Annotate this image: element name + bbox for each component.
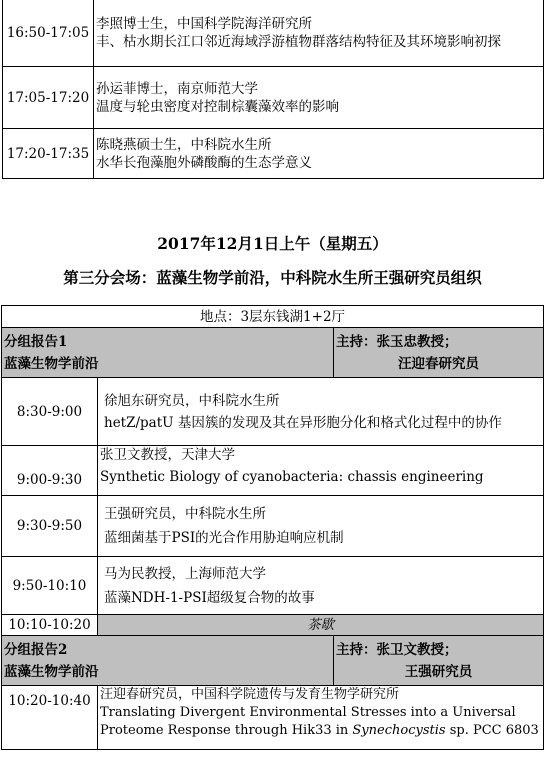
chair-cell [334, 636, 544, 686]
chair-line-2: 王强研究员 [404, 663, 473, 680]
session-heading: 第三分会场：蓝藻生物学前沿，中科院水生所王强研究员组织 [63, 268, 482, 287]
group-label: 分组报告2 [4, 641, 68, 658]
talk-title: 温度与轮虫密度对控制棕囊藻效率的影响 [96, 98, 339, 115]
group-topic: 蓝藻生物学前沿 [4, 355, 99, 372]
speaker-text: 王强研究员，中科院水生所 [104, 506, 266, 522]
speaker-text: 徐旭东研究员，中科院水生所 [104, 392, 280, 409]
species-name: Synechocystis [352, 723, 446, 738]
location-row [2, 306, 544, 328]
talk-cell [94, 67, 544, 129]
table-row [3, 0, 544, 67]
talk-title: hetZ/patU 基因簇的发现及其在异形胞分化和格式化过程中的协作 [104, 414, 502, 431]
time-cell: 9:00-9:30 [2, 446, 98, 496]
group-topic: 蓝藻生物学前沿 [4, 663, 99, 680]
table-row [3, 129, 544, 179]
chair-line-1: 主持：张卫文教授； [336, 641, 458, 658]
talk-title: 水华长孢藻胞外磷酸酶的生态学意义 [96, 154, 312, 171]
day-heading: 2017年12月1日上午（星期五） [157, 234, 388, 253]
group-header-row [2, 328, 544, 378]
talk-cell [98, 686, 544, 750]
chair-cell [334, 328, 544, 378]
speaker-text: 汪迎春研究员，中国科学院遗传与发育生物学研究所 [100, 687, 400, 702]
group-header-row [2, 636, 544, 686]
talk-title-line-2 [100, 722, 541, 740]
session-schedule-table [1, 305, 544, 750]
time-cell: 16:50-17:05 [3, 0, 94, 67]
time-cell: 10:10-10:20 [2, 615, 98, 636]
speaker-text: 张卫文教授，天津大学 [100, 447, 235, 463]
group-label-cell [2, 636, 334, 686]
table-row [2, 378, 544, 446]
location-text: 地点：3层东钱湖1+2厅 [2, 306, 544, 328]
talk-cell [98, 446, 544, 496]
talk-cell [98, 378, 544, 446]
chair-line-2: 汪迎春研究员 [398, 355, 479, 372]
talk-title: 蓝细菌基于PSI的光合作用胁迫响应机制 [104, 530, 344, 546]
time-cell: 9:30-9:50 [2, 496, 98, 557]
table-row [2, 557, 544, 615]
break-row [2, 615, 544, 636]
talk-cell [98, 496, 544, 557]
table-row [3, 67, 544, 129]
table-row [2, 686, 544, 750]
speaker-text: 马为民教授，上海师范大学 [104, 565, 266, 582]
talk-cell [94, 0, 544, 67]
time-cell: 8:30-9:00 [2, 378, 98, 446]
group-label: 分组报告1 [4, 333, 68, 350]
talk-title-part: sp. PCC 6803 [445, 723, 539, 738]
talk-cell [94, 129, 544, 179]
time-cell: 9:50-10:10 [2, 557, 98, 615]
group-label-cell [2, 328, 334, 378]
speaker-text: 孙运菲博士，南京师范大学 [96, 80, 258, 97]
time-cell: 17:05-17:20 [3, 67, 94, 129]
talk-title: Synthetic Biology of cyanobacteria: chassis engineering [100, 469, 484, 485]
speaker-text: 李照博士生，中国科学院海洋研究所 [96, 16, 312, 32]
talk-title-line-1: Translating Divergent Environmental Stresses into a Universal [100, 705, 516, 720]
time-cell: 10:20-10:40 [2, 686, 98, 750]
time-cell: 17:20-17:35 [3, 129, 94, 179]
speaker-text: 陈晓燕硕士生，中科院水生所 [96, 136, 272, 153]
talk-title-part: Proteome Response through Hik33 in [100, 723, 353, 738]
break-label: 茶歇 [98, 615, 544, 636]
chair-line-1: 主持：张玉忠教授； [336, 333, 458, 350]
top-schedule-table [2, 0, 544, 179]
talk-title: 丰、枯水期长江口邻近海域浮游植物群落结构特征及其环境影响初探 [96, 34, 501, 50]
table-row [2, 496, 544, 557]
table-row [2, 446, 544, 496]
talk-title: 蓝藻NDH-1-PSI超级复合物的故事 [104, 589, 315, 606]
talk-cell [98, 557, 544, 615]
